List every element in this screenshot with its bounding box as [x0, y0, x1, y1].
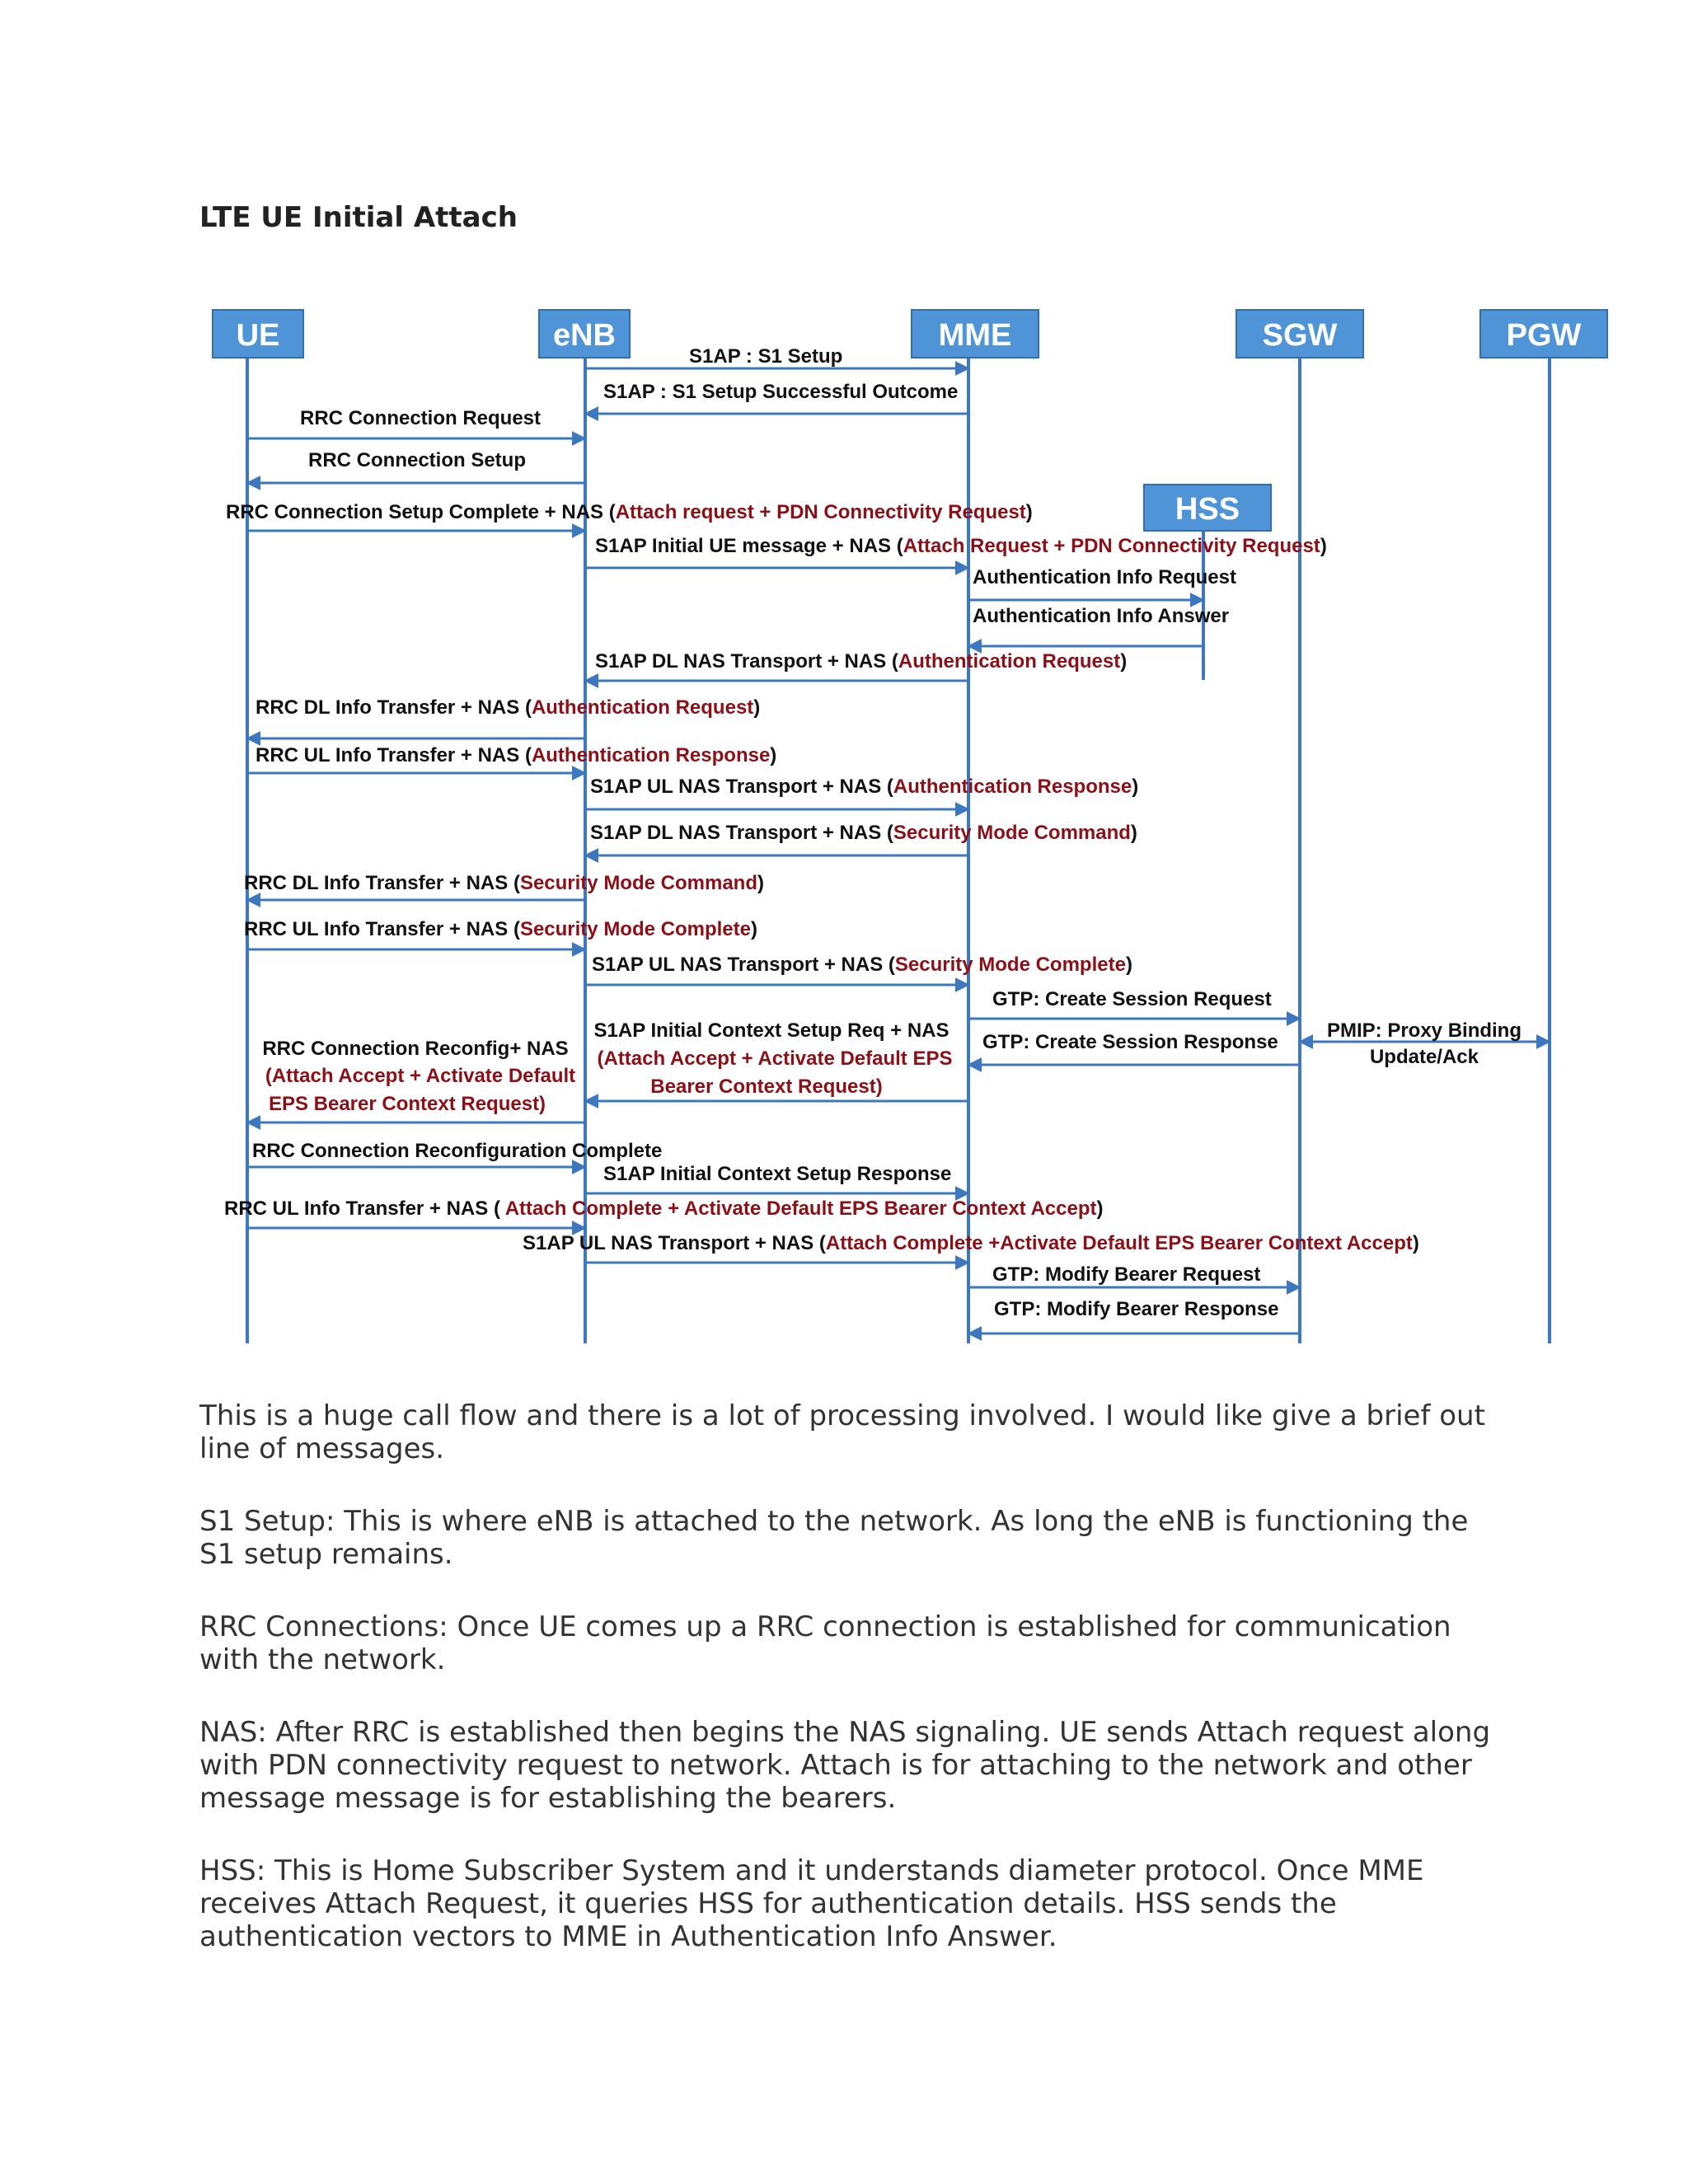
paragraph-intro: This is a huge call flow and there is a lot of processing involved. I would like give a brief out line of messages. — [199, 1399, 1485, 1465]
msg-rrc-reconfig-line3: EPS Bearer Context Request) — [268, 1093, 546, 1115]
msg-auth-info-ans: Authentication Info Answer — [973, 605, 1230, 627]
pgw-entity — [1480, 310, 1607, 358]
msg-s1-setup-ok: S1AP : S1 Setup Successful Outcome — [603, 381, 959, 403]
msg-s1ap-initial-ue: S1AP Initial UE message + NAS (Attach Request + PDN Connectivity Request) — [595, 535, 1327, 557]
msg-rrc-reconfig-complete: RRC Connection Reconfiguration Complete — [252, 1140, 663, 1162]
mme-label: MME — [938, 318, 1012, 353]
paragraph-hss: HSS: This is Home Subscriber System and it understands diameter protocol. Once MME receives Attach Request, it queries HSS for authentication details. HSS sends the authentication vectors to MME in Authentication Info Answer. — [199, 1854, 1424, 1953]
sgw-label: SGW — [1262, 318, 1338, 353]
msg-s1ap-dl-smc: S1AP DL NAS Transport + NAS (Security Mode Command) — [590, 822, 1137, 844]
msg-rrc-dl-auth-req: RRC DL Info Transfer + NAS (Authentication Request) — [256, 696, 761, 719]
enb-label: eNB — [552, 318, 617, 353]
msg-pmip-line1: PMIP: Proxy Binding — [1326, 1019, 1522, 1042]
msg-s1ap-ul-attach-complete: S1AP UL NAS Transport + NAS (Attach Complete +Activate Default EPS Bearer Context Accept) — [523, 1232, 1419, 1254]
msg-ctx-setup-req-line2: (Attach Accept + Activate Default EPS — [597, 1047, 953, 1070]
msg-auth-info-req: Authentication Info Request — [973, 566, 1236, 588]
hss-entity — [1144, 485, 1271, 531]
msg-ctx-setup-req-line3: Bearer Context Request) — [650, 1076, 883, 1098]
page-title: LTE UE Initial Attach — [199, 201, 518, 234]
msg-rrc-dl-smc: RRC DL Info Transfer + NAS (Security Mode Command) — [244, 872, 764, 894]
hss-label: HSS — [1175, 492, 1240, 527]
msg-gtp-create-req: GTP: Create Session Request — [992, 988, 1272, 1010]
ue-entity — [213, 310, 303, 358]
msg-rrc-conn-req: RRC Connection Request — [300, 407, 542, 429]
msg-s1ap-ul-auth-resp: S1AP UL NAS Transport + NAS (Authentication Response) — [590, 776, 1139, 798]
msg-rrc-reconfig-line1: RRC Connection Reconfig+ NAS — [262, 1038, 569, 1060]
msg-rrc-ul-auth-resp: RRC UL Info Transfer + NAS (Authentication Response) — [256, 744, 777, 766]
paragraph-nas: NAS: After RRC is established then begins the NAS signaling. UE sends Attach request along with PDN connectivity request to network. Attach is for attaching to the network and other message message is for establishing the bearers. — [199, 1716, 1491, 1815]
msg-rrc-setup-complete: RRC Connection Setup Complete + NAS (Attach request + PDN Connectivity Request) — [226, 501, 1033, 523]
enb-entity — [539, 310, 630, 358]
msg-s1-setup: S1AP : S1 Setup — [689, 345, 843, 368]
msg-rrc-conn-setup: RRC Connection Setup — [308, 449, 526, 471]
paragraph-rrc-connections: RRC Connections: Once UE comes up a RRC connection is established for communication with the network. — [199, 1610, 1451, 1676]
msg-rrc-ul-smc-complete: RRC UL Info Transfer + NAS (Security Mode Complete) — [244, 918, 757, 940]
pgw-label: PGW — [1506, 318, 1582, 353]
mme-entity — [912, 310, 1039, 358]
msg-ctx-setup-req-line1: S1AP Initial Context Setup Req + NAS — [593, 1019, 950, 1042]
paragraph-s1-setup: S1 Setup: This is where eNB is attached to the network. As long the eNB is functioning the S1 setup remains. — [199, 1505, 1469, 1571]
msg-rrc-reconfig-line2: (Attach Accept + Activate Default — [265, 1065, 576, 1087]
msg-gtp-create-resp: GTP: Create Session Response — [982, 1031, 1278, 1053]
ue-label: UE — [236, 318, 280, 353]
msg-rrc-ul-attach-complete: RRC UL Info Transfer + NAS ( Attach Complete + Activate Default EPS Bearer Context Accept) — [224, 1197, 1104, 1220]
msg-s1ap-dl-auth-req: S1AP DL NAS Transport + NAS (Authentication Request) — [595, 650, 1128, 673]
msg-ctx-setup-resp: S1AP Initial Context Setup Response — [603, 1163, 952, 1185]
msg-gtp-modify-req: GTP: Modify Bearer Request — [992, 1263, 1261, 1286]
sgw-entity — [1236, 310, 1363, 358]
msg-pmip-line2: Update/Ack — [1369, 1046, 1479, 1068]
msg-gtp-modify-resp: GTP: Modify Bearer Response — [994, 1298, 1279, 1320]
msg-s1ap-ul-smc-complete: S1AP UL NAS Transport + NAS (Security Mode Complete) — [592, 954, 1132, 976]
